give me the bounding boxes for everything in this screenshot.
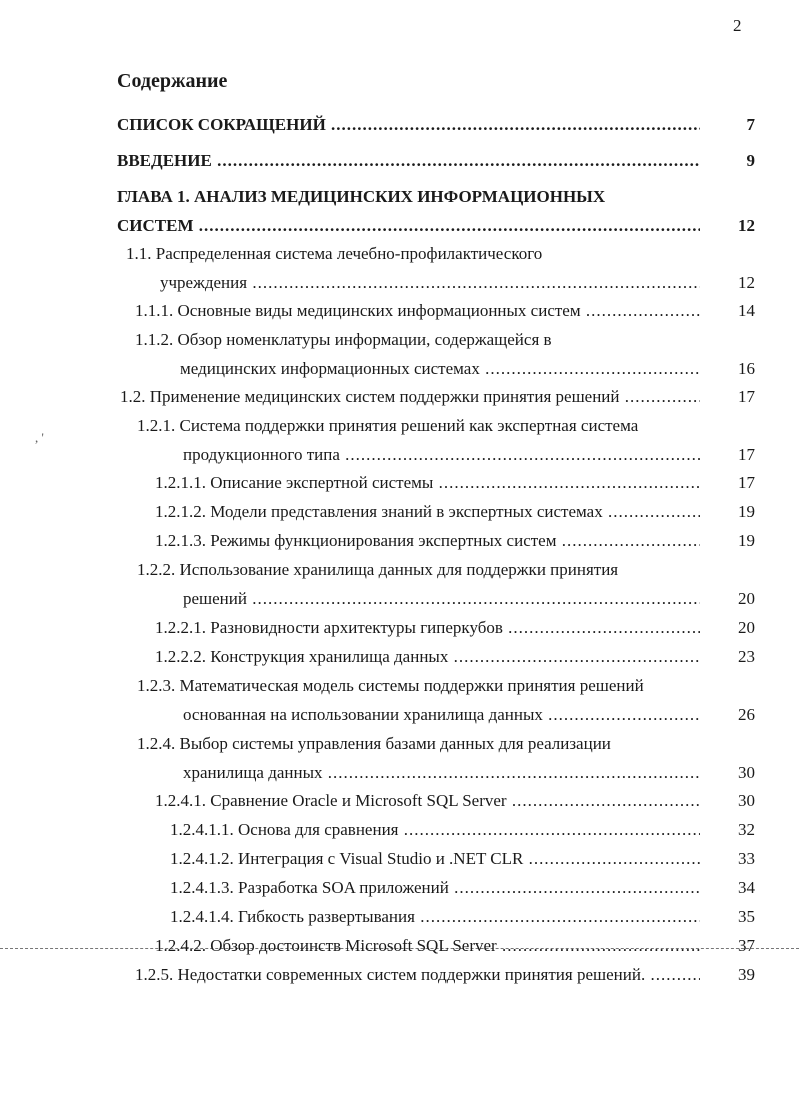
toc-entry-leader [155, 468, 700, 497]
toc-entry-leader [117, 146, 700, 175]
toc-entry[interactable] [0, 411, 799, 440]
toc-entry-leader [117, 110, 700, 139]
toc-entry-text: 1.2.2.1. Разновидности архитектуры гиперкубов [155, 618, 503, 637]
toc-entry-leader [120, 382, 700, 411]
toc-entry-leader [155, 786, 700, 815]
toc-entry-text: 1.2.1.1. Описание экспертной системы [155, 473, 434, 492]
toc-entry-leader [183, 700, 700, 729]
toc-entry-text: ГЛАВА 1. АНАЛИЗ МЕДИЦИНСКИХ ИНФОРМАЦИОННЫХ [117, 187, 606, 206]
toc-entry-text: 1.2.4.1.2. Интеграция с Visual Studio и .NET CLR [170, 849, 524, 868]
toc-entry-text: 1.2.1. Система поддержки принятия решений как экспертная система [137, 416, 639, 435]
toc-entry-leader [183, 440, 700, 469]
scan-mark: , ' [35, 430, 44, 445]
toc-page-number: 37 [738, 936, 755, 955]
toc-page-number: 17 [738, 473, 755, 492]
toc-page-number: 19 [738, 502, 755, 521]
toc-entry-continuation[interactable] [0, 758, 799, 787]
toc-entry-text: 1.2.4.1.3. Разработка SOA приложений [170, 878, 449, 897]
toc-entry[interactable] [0, 931, 799, 960]
toc-entry[interactable] [0, 902, 799, 931]
toc-entry-leader [160, 268, 700, 297]
toc-entry-leader [155, 931, 700, 960]
toc-page-number: 17 [738, 445, 755, 464]
toc-entry-text: 1.2.4. Выбор системы управления базами данных для реализации [137, 734, 611, 753]
toc-page-number: 26 [738, 705, 755, 724]
toc-entry-continuation[interactable] [0, 584, 799, 613]
toc-page-number: 9 [746, 151, 755, 170]
toc-entry[interactable] [0, 671, 799, 700]
toc-entry-text: ВВЕДЕНИЕ [117, 151, 212, 170]
toc-entry[interactable] [0, 786, 799, 815]
toc-entry-text: 1.2. Применение медицинских систем поддержки принятия решений [120, 387, 620, 406]
toc-entry[interactable] [0, 960, 799, 989]
toc-page-number: 20 [738, 589, 755, 608]
toc-entry-continuation[interactable] [0, 354, 799, 383]
toc-entry-continuation[interactable] [0, 440, 799, 469]
toc-entry-continuation[interactable] [0, 211, 799, 240]
toc-entry-leader [170, 815, 700, 844]
toc-page-number: 12 [738, 216, 755, 235]
toc-entry[interactable] [0, 239, 799, 268]
toc-page-number: 30 [738, 791, 755, 810]
toc-entry-text: 1.2.4.2. Обзор достоинств Microsoft SQL Server [155, 936, 497, 955]
toc-entry-continuation[interactable] [0, 268, 799, 297]
toc-page-number: 12 [738, 273, 755, 292]
toc-entry-leader [117, 211, 700, 240]
toc-entry-text: 1.2.2.2. Конструкция хранилища данных [155, 647, 449, 666]
toc-page-number: 35 [738, 907, 755, 926]
toc-entry-leader [170, 844, 700, 873]
toc-entry-text: 1.2.3. Математическая модель системы поддержки принятия решений [137, 676, 644, 695]
toc-entry[interactable] [0, 110, 799, 139]
toc-entry-text: решений [183, 589, 247, 608]
toc-page-number: 30 [738, 763, 755, 782]
toc-entry-leader [155, 497, 700, 526]
toc-entry-leader [155, 642, 700, 671]
toc-entry[interactable] [0, 873, 799, 902]
toc-entry-leader [183, 758, 700, 787]
toc-page-number: 32 [738, 820, 755, 839]
toc-entry[interactable] [0, 642, 799, 671]
toc-page-number: 17 [738, 387, 755, 406]
toc-entry-text: 1.2.1.2. Модели представления знаний в экспертных системах [155, 502, 603, 521]
toc-entry-text: 1.2.2. Использование хранилища данных для поддержки принятия [137, 560, 619, 579]
toc-entry[interactable] [0, 815, 799, 844]
toc-entry[interactable] [0, 146, 799, 175]
page-number: 2 [733, 16, 742, 35]
toc-entry-text: учреждения [160, 273, 248, 292]
toc-entry[interactable] [0, 613, 799, 642]
toc-title: Содержание [117, 70, 228, 92]
toc-page-number: 19 [738, 531, 755, 550]
toc-entry-text: 1.2.4.1. Сравнение Oracle и Microsoft SQL Server [155, 791, 507, 810]
toc-page-number: 20 [738, 618, 755, 637]
toc-entry-text: хранилища данных [183, 763, 323, 782]
toc-entry-text: основанная на использовании хранилища данных [183, 705, 543, 724]
toc-entry-text: СПИСОК СОКРАЩЕНИЙ [117, 115, 326, 134]
toc-entry-leader [170, 873, 700, 902]
toc-entry[interactable] [0, 497, 799, 526]
toc-page-number: 14 [738, 301, 755, 320]
toc-entry-text: СИСТЕМ [117, 216, 194, 235]
toc-entry[interactable] [0, 729, 799, 758]
toc-entry-text: продукционного типа [183, 445, 340, 464]
toc-entry-text: 1.2.4.1.4. Гибкость развертывания [170, 907, 415, 926]
toc-page-number: 16 [738, 359, 755, 378]
toc-entry-leader [183, 584, 700, 613]
toc-entry-text: 1.1.1. Основные виды медицинских информационных систем [135, 301, 581, 320]
toc-entry-text: 1.2.5. Недостатки современных систем поддержки принятия решений. [135, 965, 646, 984]
toc-entry-text: 1.1.2. Обзор номенклатуры информации, содержащейся в [135, 330, 552, 349]
toc-entry-leader [155, 526, 700, 555]
toc-entry-text: медицинских информационных системах [180, 359, 480, 378]
toc-entry-leader [135, 296, 700, 325]
toc-entry[interactable] [0, 555, 799, 584]
toc-page-number: 7 [746, 115, 755, 134]
toc-entry[interactable] [0, 325, 799, 354]
toc-entry-leader [170, 902, 700, 931]
toc-page-number: 39 [738, 965, 755, 984]
toc-entry-leader [155, 613, 700, 642]
toc-entry[interactable] [0, 182, 799, 211]
toc-entry-text: 1.1. Распределенная система лечебно-профилактического [126, 244, 543, 263]
toc-entry[interactable] [0, 382, 799, 411]
toc-page-number: 33 [738, 849, 755, 868]
toc-entry[interactable] [0, 844, 799, 873]
toc-entry-continuation[interactable] [0, 700, 799, 729]
toc-entry-leader [180, 354, 700, 383]
toc-entry-leader [135, 960, 700, 989]
toc-entry[interactable] [0, 468, 799, 497]
toc-entry[interactable] [0, 296, 799, 325]
toc-entry-text: 1.2.1.3. Режимы функционирования экспертных систем [155, 531, 557, 550]
toc-entry-text: 1.2.4.1.1. Основа для сравнения [170, 820, 399, 839]
toc-page-number: 34 [738, 878, 755, 897]
toc-entry[interactable] [0, 526, 799, 555]
toc-page-number: 23 [738, 647, 755, 666]
